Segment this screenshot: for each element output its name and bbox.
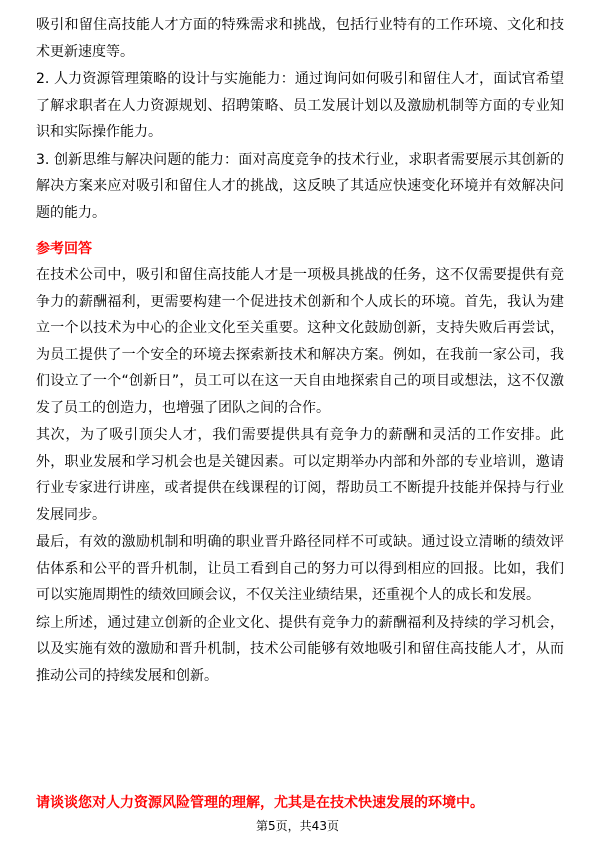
document-body xyxy=(36,12,564,689)
answer-heading: 参考回答 xyxy=(36,241,92,257)
answer-paragraph-3: 最后，有效的激励机制和明确的职业晋升路径同样不可或缺。通过设立清晰的绩效评估体系和公平的晋升机制，让员工看到自己的努力可以得到相应的回报。比如，我们可以实施周期性的绩效回顾会议，不仅关注业绩结果，还重视个人的成长和发展。 xyxy=(36,534,564,603)
answer-paragraph-1: 在技术公司中，吸引和留住高技能人才是一项极具挑战的任务，这不仅需要提供有竞争力的薪酬福利，更需要构建一个促进技术创新和个人成长的环境。首先，我认为建立一个以技术为中心的企业文化至关重要。这种文化鼓励创新，支持失败后再尝试，为员工提供了一个安全的环境去探索新技术和解决方案。例如，在我前一家公司，我们设立了一个“创新日”，员工可以在这一天自由地探索自己的项目或想法，这不仅激发了员工的创造力，也增强了团队之间的合作。 xyxy=(36,267,564,416)
page-footer: 第5页，共43页 xyxy=(256,819,339,833)
intro-paragraph-3: 3. 创新思维与解决问题的能力：面对高度竞争的技术行业，求职者需要展示其创新的解决方案来应对吸引和留住人才的挑战，这反映了其适应快速变化环境并有效解决问题的能力。 xyxy=(36,151,564,221)
answer-paragraph-2: 其次，为了吸引顶尖人才，我们需要提供具有竞争力的薪酬和灵活的工作安排。此外，职业发展和学习机会也是关键因素。可以定期举办内部和外部的专业培训，邀请行业专家进行讲座，或者提供在线课程的订阅，帮助员工不断提升技能并保持与行业发展同步。 xyxy=(36,427,564,523)
intro-paragraph-2: 2. 人力资源管理策略的设计与实施能力：通过询问如何吸引和留住人才，面试官希望了解求职者在人力资源规划、招聘策略、员工发展计划以及激励机制等方面的专业知识和实际操作能力。 xyxy=(36,71,564,140)
intro-paragraph-1: 吸引和留住高技能人才方面的特殊需求和挑战，包括行业特有的工作环境、文化和技术更新速度等。 xyxy=(36,17,564,60)
answer-paragraph-4: 综上所述，通过建立创新的企业文化、提供有竞争力的薪酬福利及持续的学习机会，以及实施有效的激励和晋升机制，技术公司能够有效地吸引和留住高技能人才，从而推动公司的持续发展和创新。 xyxy=(36,614,564,684)
next-question-heading: 请谈谈您对人力资源风险管理的理解，尤其是在技术快速发展的环境中。 xyxy=(36,795,484,811)
